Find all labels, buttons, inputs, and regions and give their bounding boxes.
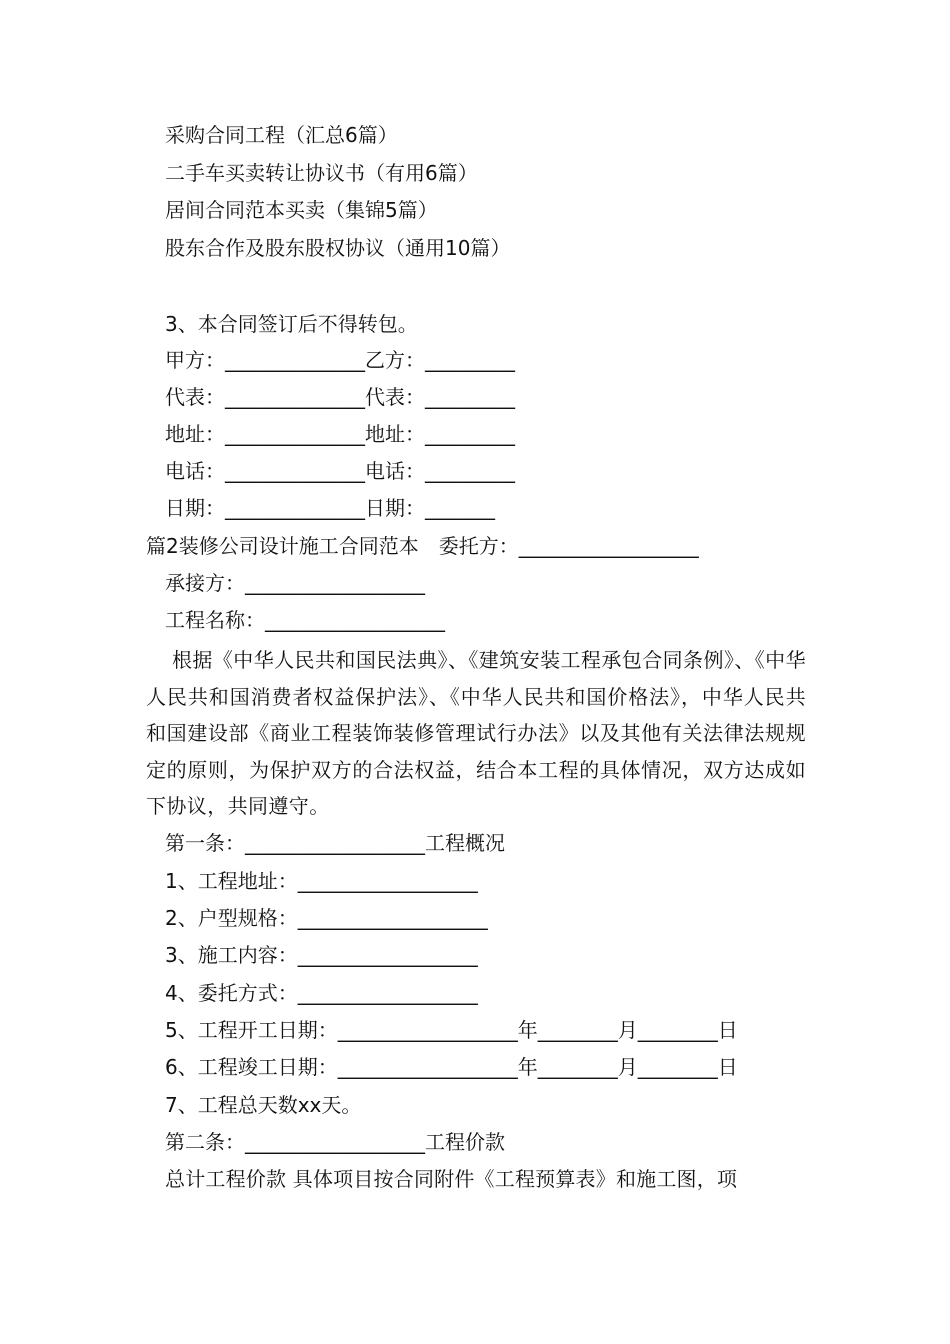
article-1-item-6: 6、工程竣工日期：__________________年________月________日 <box>165 1055 738 1079</box>
article-1-item-1: 1、工程地址：__________________ <box>165 869 478 893</box>
signature-line-party: 甲方：______________乙方：_________ <box>165 348 515 372</box>
article-2-text: 总计工程价款 具体项目按合同附件《工程预算表》和施工图，项 <box>165 1167 738 1191</box>
signature-line-phone: 电话：______________电话：_________ <box>165 459 515 483</box>
section-header: 篇2装修公司设计施工合同范本 委托方：__________________ <box>146 534 699 558</box>
clause-3: 3、本合同签订后不得转包。 <box>165 312 418 336</box>
signature-line-address: 地址：______________地址：_________ <box>165 422 515 446</box>
article-1-item-3: 3、施工内容：__________________ <box>165 943 478 967</box>
article-1-item-4: 4、委托方式：__________________ <box>165 981 478 1005</box>
related-link-2[interactable]: 二手车买卖转让协议书（有用6篇） <box>165 161 478 185</box>
project-name-line: 工程名称：__________________ <box>165 608 445 632</box>
signature-line-date: 日期：______________日期：_______ <box>165 496 495 520</box>
related-link-1[interactable]: 采购合同工程（汇总6篇） <box>165 123 398 147</box>
preamble-paragraph: 根据《中华人民共和国民法典》、《建筑安装工程承包合同条例》、《中华人民共和国消费者权益保护法》、《中华人民共和国价格法》，中华人民共和国建设部《商业工程装饰装修管理试行办法》以及其他有关法律法规规定的原则，为保护双方的合法权益，结合本工程的具体情况，双方达成如下协议，共同遵守。 <box>146 648 806 818</box>
article-1-item-5: 5、工程开工日期：__________________年________月________日 <box>165 1018 738 1042</box>
article-1-item-7: 7、工程总天数xx天。 <box>165 1093 362 1117</box>
contractor-line: 承接方：__________________ <box>165 571 425 595</box>
related-link-4[interactable]: 股东合作及股东股权协议（通用10篇） <box>165 236 511 260</box>
article-1-item-2: 2、户型规格：___________________ <box>165 906 488 930</box>
article-2-heading: 第二条：__________________工程价款 <box>165 1130 505 1154</box>
article-1-heading: 第一条：__________________工程概况 <box>165 831 505 855</box>
signature-line-representative: 代表：______________代表：_________ <box>165 385 515 409</box>
related-link-3[interactable]: 居间合同范本买卖（集锦5篇） <box>165 198 438 222</box>
